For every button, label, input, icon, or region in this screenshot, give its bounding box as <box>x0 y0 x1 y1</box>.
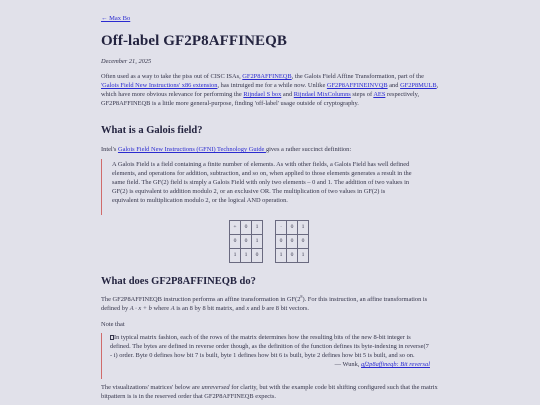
note-label: Note that <box>101 321 125 328</box>
table-row <box>276 235 309 249</box>
aes-link[interactable]: AES <box>373 90 386 98</box>
bit-reversal-link[interactable]: gf2p8affineqb: Bit reversal <box>361 360 430 368</box>
intel-definition-quote <box>101 159 443 215</box>
table-cell: 0 <box>276 235 287 249</box>
wunk-quote <box>101 333 443 379</box>
table-cell: 1 <box>252 235 263 249</box>
addition-table <box>229 220 263 263</box>
table-cell: 0 <box>241 221 252 235</box>
quote-attribution: — Wunk, gf2p8affineqb: Bit reversal <box>334 360 430 368</box>
table-row <box>230 235 263 249</box>
back-link[interactable]: ← Max Bo <box>101 15 131 22</box>
table-row <box>276 249 309 263</box>
gfni-guide-link[interactable]: Galois Field New Instructions (GFNI) Technology Guide <box>117 146 266 153</box>
table-cell: 1 <box>230 249 241 263</box>
table-cell: 0 <box>252 249 263 263</box>
table-cell: 0 <box>287 235 298 249</box>
quote-text: In typical matrix fashion, each of the rows of the matrix determines how the resulting bits of the new 8-bit integer is defined. The bytes are defined in reverse order though, as the definition of the function defines its byte-indexing in reverse(7 - i) order. Byte 0 defines how bit 7 is built, byte 1 defines how bit 6 is built, byte 2 defines how bit 5 is built, and so on. <box>110 334 429 359</box>
quote-text: A Galois Field is a field containing a finite number of elements. As with other fields, a Galois Field has well defined elements, and operations for addition, subtraction, and so on, when applied to those elements generates a result in the same field. The GF(2) field is simply a Galois Field with only two elements – 0 and 1. The addition of two values in GF(2) is equivalent to addition modulo 2, or an exclusive OR. The multiplication of two values in GF(2) is equivalent to multiplication modulo 2, or the logical AND operation. <box>112 161 412 204</box>
gf2p8mulb-link[interactable]: GF2P8MULB <box>400 81 437 89</box>
table-row <box>230 249 263 263</box>
intro-paragraph: Often used as a way to take the piss out of CISC ISAs, GF2P8AFFINEQB, the Galois Field Affine Transformation, part of the 'Galois Field New Instructions' x86 extension, has intruiged me for a while now. Unlike GF2P8AFFINEINVQB and GF2P8MULB, which have more obvious relevance for performing the Rijndael S box and Rijndael MixColumns steps of AES respectively, GF2P8AFFINEQB is a little more general-purpose, finding 'off-label' usage outside of cryptography. <box>101 73 439 107</box>
table-cell: 0 <box>298 235 309 249</box>
multiplication-table <box>275 220 309 263</box>
gf2p8affineinvqb-link[interactable]: GF2P8AFFINEINVQB <box>326 81 388 89</box>
rijndael-mixcolumns-link[interactable]: Rijndael MixColumns <box>293 90 351 98</box>
post-date: December 21, 2025 <box>101 58 152 65</box>
table-row <box>230 221 263 235</box>
closing-paragraph: The visualizations' matrices' below are unreversed for clarity, but with the example code bit shifting configured such that the matrix bitpattern is is in the reserved order that GF2P8AFFINEQB expects. <box>101 384 438 400</box>
table-cell: 1 <box>276 249 287 263</box>
table-cell: 1 <box>252 221 263 235</box>
table-cell: 0 <box>287 249 298 263</box>
gfni-extension-link[interactable]: 'Galois Field New Instructions' x86 extension <box>101 81 218 89</box>
table-cell: · <box>276 221 287 235</box>
section-heading-what-does: What does GF2P8AFFINEQB do? <box>101 276 256 287</box>
table-cell: 0 <box>230 235 241 249</box>
page-title: Off-label GF2P8AFFINEQB <box>101 33 288 49</box>
galois-lead-paragraph: Intel's Galois Field New Instructions (GFNI) Technology Guide gives a rather succinct definition: <box>101 146 352 153</box>
table-cell: + <box>230 221 241 235</box>
table-row <box>276 221 309 235</box>
gf2p8affineqb-link[interactable]: GF2P8AFFINEQB <box>242 73 292 80</box>
gf2-operation-tables <box>229 220 309 263</box>
rijndael-sbox-link[interactable]: Rijndael S box <box>243 90 282 98</box>
table-cell: 0 <box>241 235 252 249</box>
affine-definition-paragraph: The GF2P8AFFINEQB instruction performs an affine transformation in $GF(2^8)$. For this instruction, an affine transformation is defined by A · x + b where A is an 8 by 8 bit matrix, and x and b are 8 bit vectors. <box>101 294 428 313</box>
table-cell: 1 <box>241 249 252 263</box>
table-cell: 0 <box>287 221 298 235</box>
table-cell: 1 <box>298 249 309 263</box>
section-heading-galois-field: What is a Galois field? <box>101 125 203 136</box>
table-cell: 1 <box>298 221 309 235</box>
